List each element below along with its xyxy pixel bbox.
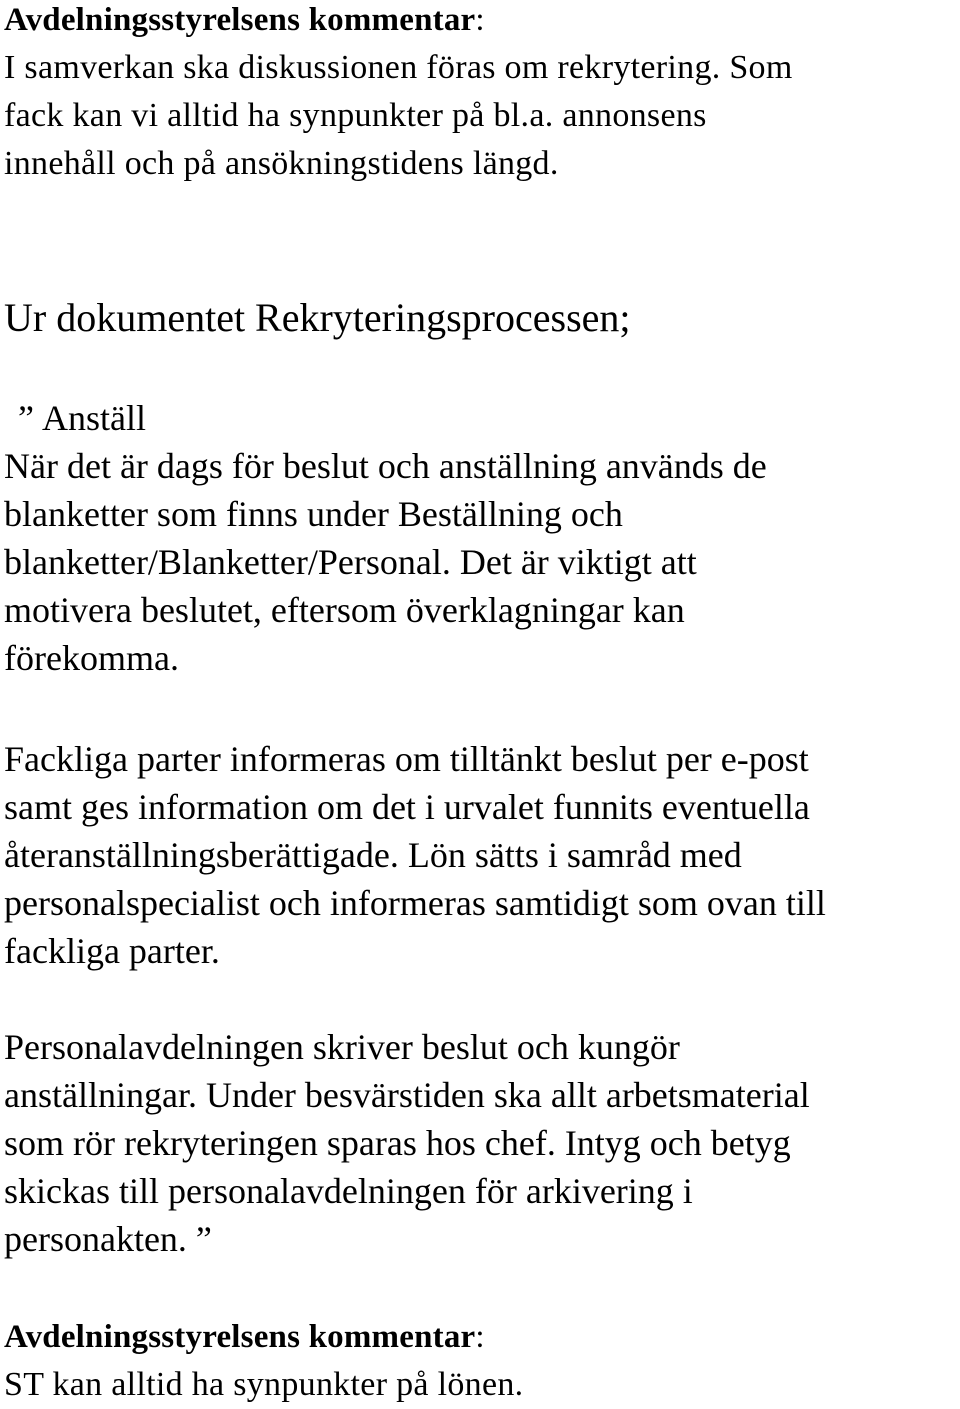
quote-paragraph-2 [4, 735, 826, 975]
quote-paragraph-1 [4, 442, 767, 682]
comment-block-2 [4, 1313, 523, 1409]
paragraph-line: förekomma. [4, 638, 179, 678]
paragraph-line: skickas till personalavdelningen för arkivering i [4, 1171, 693, 1211]
paragraph-line: personalspecialist och informeras samtidigt som ovan till [4, 883, 826, 923]
paragraph-line: Fackliga parter informeras om tilltänkt beslut per e-post [4, 739, 809, 779]
paragraph-line: återanställningsberättigade. Lön sätts i samråd med [4, 835, 742, 875]
paragraph-line: samt ges information om det i urvalet funnits eventuella [4, 787, 810, 827]
comment-line: innehåll och på ansökningstidens längd. [4, 145, 559, 182]
paragraph-line: blanketter som finns under Beställning och [4, 494, 623, 534]
comment-line: I samverkan ska diskussionen föras om rekrytering. Som [4, 49, 793, 86]
quote-paragraph-3 [4, 1023, 810, 1263]
paragraph-line: motivera beslutet, eftersom överklagningar kan [4, 590, 685, 630]
paragraph-line: personakten. ” [4, 1219, 212, 1259]
comment-line: ST kan alltid ha synpunkter på lönen. [4, 1366, 524, 1403]
section-title: Ur dokumentet Rekryteringsprocessen; [4, 295, 631, 340]
paragraph-line: Personalavdelningen skriver beslut och kungör [4, 1027, 680, 1067]
comment-line: fack kan vi alltid ha synpunkter på bl.a. annonsens [4, 97, 707, 134]
comment-heading-2: Avdelningsstyrelsens kommentar: [4, 1319, 485, 1355]
comment-block-1 [4, 0, 793, 188]
opening-quote-mark: ” [18, 398, 34, 438]
paragraph-line: fackliga parter. [4, 931, 220, 971]
paragraph-line: När det är dags för beslut och anställning används de [4, 446, 767, 486]
paragraph-line: som rör rekryteringen sparas hos chef. Intyg och betyg [4, 1123, 791, 1163]
paragraph-line: blanketter/Blanketter/Personal. Det är viktigt att [4, 542, 697, 582]
comment-text-2 [4, 1361, 523, 1409]
paragraph-line: anställningar. Under besvärstiden ska allt arbetsmaterial [4, 1075, 810, 1115]
quote-title: ” Anställ [4, 394, 146, 442]
comment-heading-1: Avdelningsstyrelsens kommentar: [4, 2, 485, 38]
comment-text-1 [4, 44, 793, 188]
